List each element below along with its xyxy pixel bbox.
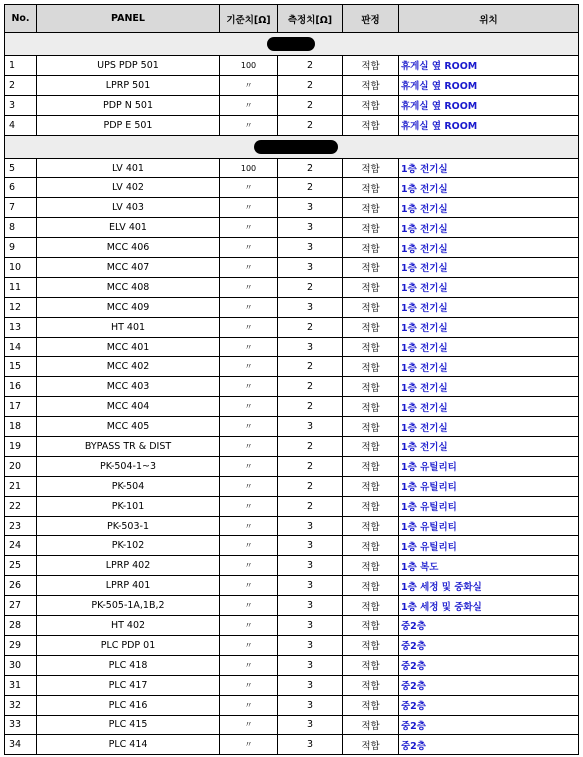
- cell-result: 적합: [343, 357, 399, 377]
- cell-location: 1층 전기실: [399, 377, 579, 397]
- table-row: [5, 218, 579, 238]
- cell-location: 중2층: [399, 655, 579, 675]
- cell-no: 17: [5, 397, 37, 417]
- header-panel: PANEL: [37, 5, 220, 33]
- cell-no: 2: [5, 75, 37, 95]
- cell-result: 적합: [343, 675, 399, 695]
- table-row: [5, 536, 579, 556]
- cell-result: 적합: [343, 277, 399, 297]
- cell-result: 적합: [343, 496, 399, 516]
- cell-result: 적합: [343, 198, 399, 218]
- cell-location: 중2층: [399, 635, 579, 655]
- cell-measured: 2: [278, 496, 343, 516]
- table-row: [5, 596, 579, 616]
- table-row: [5, 516, 579, 536]
- cell-measured: 2: [278, 317, 343, 337]
- cell-standard: 〃: [220, 218, 278, 238]
- cell-no: 18: [5, 417, 37, 437]
- cell-no: 20: [5, 456, 37, 476]
- table-row: [5, 417, 579, 437]
- cell-location: 1층 유틸리티: [399, 516, 579, 536]
- cell-measured: 2: [278, 456, 343, 476]
- cell-no: 27: [5, 596, 37, 616]
- cell-no: 8: [5, 218, 37, 238]
- cell-location: 중2층: [399, 616, 579, 636]
- cell-no: 30: [5, 655, 37, 675]
- cell-location: 휴게실 옆 ROOM: [399, 95, 579, 115]
- table-row: [5, 655, 579, 675]
- table-row: [5, 476, 579, 496]
- cell-location: 1층 전기실: [399, 258, 579, 278]
- cell-panel: MCC 403: [37, 377, 220, 397]
- cell-panel: LPRP 402: [37, 556, 220, 576]
- cell-result: 적합: [343, 695, 399, 715]
- cell-measured: 3: [278, 735, 343, 755]
- cell-result: 적합: [343, 95, 399, 115]
- cell-standard: 〃: [220, 317, 278, 337]
- cell-standard: 〃: [220, 695, 278, 715]
- cell-location: 1층 유틸리티: [399, 476, 579, 496]
- cell-location: 1층 전기실: [399, 337, 579, 357]
- cell-measured: 3: [278, 576, 343, 596]
- table-row: [5, 635, 579, 655]
- cell-location: 중2층: [399, 735, 579, 755]
- cell-result: 적합: [343, 317, 399, 337]
- cell-no: 26: [5, 576, 37, 596]
- cell-panel: MCC 408: [37, 277, 220, 297]
- cell-panel: PLC PDP 01: [37, 635, 220, 655]
- cell-panel: LV 403: [37, 198, 220, 218]
- cell-result: 적합: [343, 258, 399, 278]
- cell-measured: 2: [278, 397, 343, 417]
- cell-standard: 〃: [220, 397, 278, 417]
- cell-panel: MCC 402: [37, 357, 220, 377]
- cell-panel: PLC 416: [37, 695, 220, 715]
- cell-panel: PK-505-1A,1B,2: [37, 596, 220, 616]
- table-row: [5, 198, 579, 218]
- cell-location: 1층 전기실: [399, 198, 579, 218]
- cell-result: 적합: [343, 735, 399, 755]
- cell-no: 21: [5, 476, 37, 496]
- cell-result: 적합: [343, 556, 399, 576]
- table-row: [5, 95, 579, 115]
- table-row: [5, 377, 579, 397]
- table-row: [5, 695, 579, 715]
- cell-standard: 〃: [220, 715, 278, 735]
- cell-panel: LV 401: [37, 158, 220, 178]
- cell-panel: BYPASS TR & DIST: [37, 437, 220, 457]
- cell-standard: 〃: [220, 596, 278, 616]
- cell-no: 24: [5, 536, 37, 556]
- cell-no: 11: [5, 277, 37, 297]
- cell-no: 12: [5, 297, 37, 317]
- cell-location: 1층 전기실: [399, 317, 579, 337]
- cell-no: 34: [5, 735, 37, 755]
- table-row: [5, 158, 579, 178]
- cell-measured: 3: [278, 258, 343, 278]
- cell-panel: LV 402: [37, 178, 220, 198]
- table-row: [5, 115, 579, 135]
- table-row: [5, 56, 579, 76]
- cell-result: 적합: [343, 576, 399, 596]
- cell-standard: 〃: [220, 115, 278, 135]
- cell-result: 적합: [343, 337, 399, 357]
- cell-standard: 〃: [220, 377, 278, 397]
- cell-measured: 2: [278, 277, 343, 297]
- cell-standard: 〃: [220, 297, 278, 317]
- cell-no: 9: [5, 238, 37, 258]
- cell-location: 1층 전기실: [399, 297, 579, 317]
- cell-measured: 2: [278, 357, 343, 377]
- cell-panel: PDP N 501: [37, 95, 220, 115]
- cell-result: 적합: [343, 616, 399, 636]
- cell-result: 적합: [343, 437, 399, 457]
- section-heading: [5, 33, 579, 56]
- cell-panel: MCC 409: [37, 297, 220, 317]
- cell-no: 13: [5, 317, 37, 337]
- header-no: No.: [5, 5, 37, 33]
- cell-standard: 〃: [220, 337, 278, 357]
- table-row: [5, 576, 579, 596]
- cell-location: 휴게실 옆 ROOM: [399, 75, 579, 95]
- table-row: [5, 437, 579, 457]
- cell-location: 1층 세정 및 중화실: [399, 576, 579, 596]
- cell-location: 휴게실 옆 ROOM: [399, 115, 579, 135]
- cell-panel: MCC 406: [37, 238, 220, 258]
- cell-standard: 〃: [220, 675, 278, 695]
- cell-panel: HT 401: [37, 317, 220, 337]
- cell-standard: 〃: [220, 178, 278, 198]
- cell-standard: 〃: [220, 95, 278, 115]
- cell-measured: 2: [278, 95, 343, 115]
- cell-no: 31: [5, 675, 37, 695]
- cell-location: 1층 전기실: [399, 178, 579, 198]
- table-row: [5, 397, 579, 417]
- cell-panel: PLC 417: [37, 675, 220, 695]
- cell-location: 1층 전기실: [399, 397, 579, 417]
- cell-measured: 2: [278, 158, 343, 178]
- cell-result: 적합: [343, 417, 399, 437]
- cell-standard: 〃: [220, 456, 278, 476]
- cell-standard: 〃: [220, 198, 278, 218]
- cell-result: 적합: [343, 596, 399, 616]
- cell-no: 32: [5, 695, 37, 715]
- cell-no: 10: [5, 258, 37, 278]
- cell-location: 중2층: [399, 695, 579, 715]
- cell-no: 22: [5, 496, 37, 516]
- table-row: [5, 556, 579, 576]
- cell-no: 16: [5, 377, 37, 397]
- cell-measured: 3: [278, 417, 343, 437]
- cell-measured: 3: [278, 556, 343, 576]
- table-row: [5, 337, 579, 357]
- cell-result: 적합: [343, 75, 399, 95]
- cell-standard: 〃: [220, 616, 278, 636]
- cell-panel: LPRP 501: [37, 75, 220, 95]
- cell-standard: 〃: [220, 516, 278, 536]
- cell-panel: PK-504-1~3: [37, 456, 220, 476]
- cell-panel: HT 402: [37, 616, 220, 636]
- cell-standard: 〃: [220, 258, 278, 278]
- cell-measured: 3: [278, 516, 343, 536]
- section-row: [5, 33, 579, 56]
- cell-panel: PK-102: [37, 536, 220, 556]
- cell-standard: 〃: [220, 476, 278, 496]
- cell-no: 3: [5, 95, 37, 115]
- cell-panel: MCC 407: [37, 258, 220, 278]
- table-row: [5, 616, 579, 636]
- table-row: [5, 317, 579, 337]
- cell-no: 6: [5, 178, 37, 198]
- table-row: [5, 75, 579, 95]
- cell-location: 1층 전기실: [399, 158, 579, 178]
- cell-no: 23: [5, 516, 37, 536]
- cell-no: 28: [5, 616, 37, 636]
- cell-location: 1층 세정 및 중화실: [399, 596, 579, 616]
- table-row: [5, 238, 579, 258]
- cell-standard: 〃: [220, 655, 278, 675]
- cell-standard: 〃: [220, 556, 278, 576]
- cell-location: 1층 전기실: [399, 417, 579, 437]
- cell-panel: PLC 418: [37, 655, 220, 675]
- cell-measured: 2: [278, 115, 343, 135]
- cell-standard: 〃: [220, 496, 278, 516]
- cell-result: 적합: [343, 178, 399, 198]
- cell-measured: 2: [278, 437, 343, 457]
- header-measured: 측정치[Ω]: [278, 5, 343, 33]
- cell-location: 휴게실 옆 ROOM: [399, 56, 579, 76]
- cell-result: 적합: [343, 56, 399, 76]
- cell-measured: 3: [278, 198, 343, 218]
- section-row: [5, 135, 579, 158]
- cell-measured: 3: [278, 695, 343, 715]
- cell-result: 적합: [343, 397, 399, 417]
- cell-location: 중2층: [399, 715, 579, 735]
- table-row: [5, 277, 579, 297]
- cell-location: 중2층: [399, 675, 579, 695]
- cell-measured: 3: [278, 616, 343, 636]
- cell-standard: 〃: [220, 735, 278, 755]
- cell-panel: PK-101: [37, 496, 220, 516]
- cell-standard: 〃: [220, 357, 278, 377]
- header-standard: 기준치[Ω]: [220, 5, 278, 33]
- cell-measured: 3: [278, 675, 343, 695]
- table-row: [5, 675, 579, 695]
- cell-panel: LPRP 401: [37, 576, 220, 596]
- cell-measured: 3: [278, 655, 343, 675]
- cell-result: 적합: [343, 635, 399, 655]
- cell-panel: UPS PDP 501: [37, 56, 220, 76]
- cell-location: 1층 전기실: [399, 218, 579, 238]
- redaction-mark: [254, 140, 338, 154]
- table-row: [5, 357, 579, 377]
- cell-panel: PK-503-1: [37, 516, 220, 536]
- table-row: [5, 456, 579, 476]
- cell-measured: 3: [278, 238, 343, 258]
- cell-measured: 2: [278, 56, 343, 76]
- cell-panel: MCC 405: [37, 417, 220, 437]
- table-row: [5, 496, 579, 516]
- cell-standard: 〃: [220, 417, 278, 437]
- cell-measured: 3: [278, 715, 343, 735]
- cell-no: 15: [5, 357, 37, 377]
- table-row: [5, 178, 579, 198]
- cell-result: 적합: [343, 115, 399, 135]
- table-row: [5, 715, 579, 735]
- cell-result: 적합: [343, 715, 399, 735]
- redaction-mark: [267, 37, 315, 51]
- cell-standard: 100: [220, 56, 278, 76]
- cell-location: 1층 전기실: [399, 238, 579, 258]
- cell-no: 1: [5, 56, 37, 76]
- cell-panel: PLC 415: [37, 715, 220, 735]
- cell-result: 적합: [343, 238, 399, 258]
- cell-no: 7: [5, 198, 37, 218]
- grounding-resistance-table: [4, 4, 579, 755]
- cell-result: 적합: [343, 218, 399, 238]
- cell-measured: 2: [278, 178, 343, 198]
- cell-location: 1층 전기실: [399, 437, 579, 457]
- cell-result: 적합: [343, 516, 399, 536]
- cell-result: 적합: [343, 377, 399, 397]
- cell-result: 적합: [343, 158, 399, 178]
- cell-panel: PK-504: [37, 476, 220, 496]
- cell-location: 1층 전기실: [399, 277, 579, 297]
- cell-measured: 3: [278, 596, 343, 616]
- cell-no: 19: [5, 437, 37, 457]
- cell-location: 1층 유틸리티: [399, 456, 579, 476]
- header-location: 위치: [399, 5, 579, 33]
- cell-measured: 3: [278, 536, 343, 556]
- cell-standard: 100: [220, 158, 278, 178]
- cell-result: 적합: [343, 476, 399, 496]
- cell-measured: 3: [278, 297, 343, 317]
- cell-standard: 〃: [220, 277, 278, 297]
- cell-panel: ELV 401: [37, 218, 220, 238]
- cell-measured: 2: [278, 377, 343, 397]
- table-row: [5, 297, 579, 317]
- cell-measured: 3: [278, 218, 343, 238]
- cell-panel: PDP E 501: [37, 115, 220, 135]
- header-result: 판정: [343, 5, 399, 33]
- cell-result: 적합: [343, 456, 399, 476]
- cell-standard: 〃: [220, 75, 278, 95]
- section-heading: [5, 135, 579, 158]
- cell-no: 5: [5, 158, 37, 178]
- table-body: [5, 33, 579, 755]
- cell-measured: 3: [278, 635, 343, 655]
- cell-measured: 2: [278, 75, 343, 95]
- cell-measured: 3: [278, 337, 343, 357]
- table-header-row: [5, 5, 579, 33]
- cell-panel: MCC 401: [37, 337, 220, 357]
- cell-standard: 〃: [220, 576, 278, 596]
- cell-location: 1층 복도: [399, 556, 579, 576]
- cell-result: 적합: [343, 655, 399, 675]
- cell-result: 적합: [343, 297, 399, 317]
- cell-measured: 2: [278, 476, 343, 496]
- cell-no: 25: [5, 556, 37, 576]
- cell-location: 1층 유틸리티: [399, 536, 579, 556]
- cell-no: 33: [5, 715, 37, 735]
- cell-no: 14: [5, 337, 37, 357]
- cell-result: 적합: [343, 536, 399, 556]
- cell-panel: MCC 404: [37, 397, 220, 417]
- table-row: [5, 258, 579, 278]
- cell-location: 1층 전기실: [399, 357, 579, 377]
- cell-standard: 〃: [220, 635, 278, 655]
- cell-location: 1층 유틸리티: [399, 496, 579, 516]
- cell-no: 4: [5, 115, 37, 135]
- document-page: [4, 4, 578, 755]
- table-row: [5, 735, 579, 755]
- cell-no: 29: [5, 635, 37, 655]
- cell-panel: PLC 414: [37, 735, 220, 755]
- cell-standard: 〃: [220, 437, 278, 457]
- cell-standard: 〃: [220, 238, 278, 258]
- cell-standard: 〃: [220, 536, 278, 556]
